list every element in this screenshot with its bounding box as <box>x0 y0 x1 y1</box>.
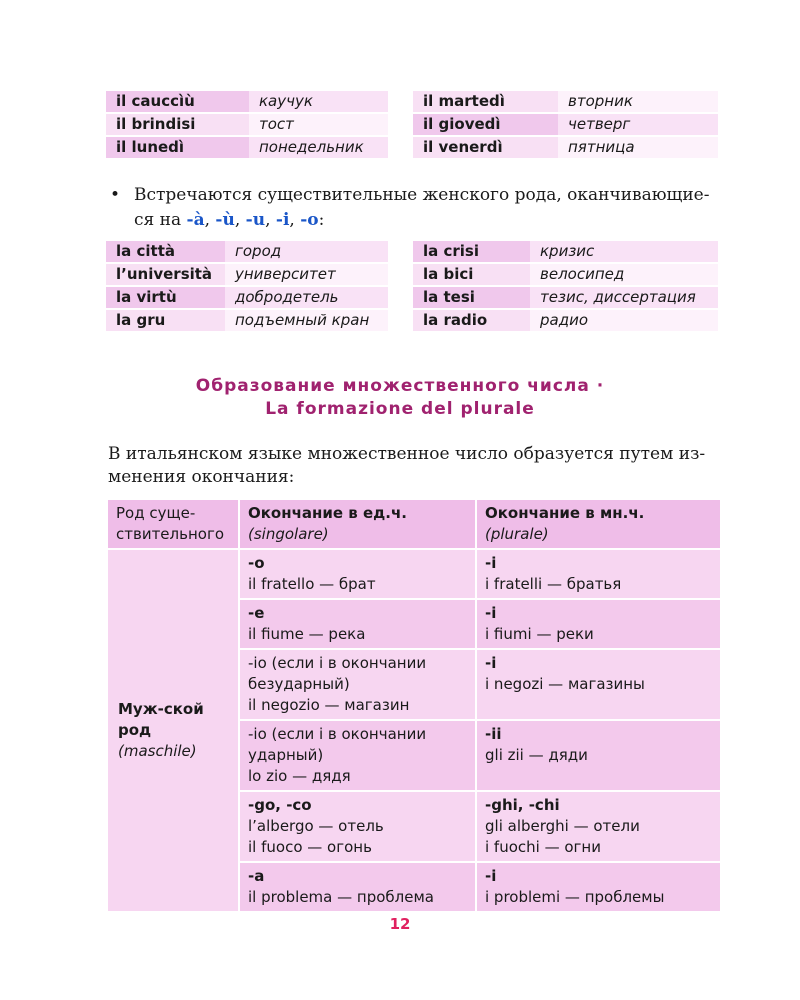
table-row <box>108 550 720 598</box>
singular-line: -io (если i в окончании <box>248 654 427 672</box>
vocab-word: il lunedì <box>106 137 249 158</box>
plural-line: i negozi — магазины <box>485 675 645 693</box>
vocab-row <box>413 287 718 308</box>
singular-line: l’albergo — отель <box>248 817 384 835</box>
vocab-word: il martedì <box>413 91 558 112</box>
vocab-word: il giovedì <box>413 114 558 135</box>
vocab-translation: университет <box>225 264 388 285</box>
singular-cell <box>240 600 475 648</box>
vocab-row <box>106 264 388 285</box>
gender-cell <box>108 550 238 911</box>
vocab-translation: понедельник <box>249 137 388 158</box>
vocab-word: il venerdì <box>413 137 558 158</box>
ending-u: -u <box>245 210 266 230</box>
singular-cell <box>240 863 475 911</box>
singular-line: il fratello — брат <box>248 575 376 593</box>
vocab-translation: пятница <box>558 137 718 158</box>
bullet-text-block <box>134 183 718 233</box>
singular-cell <box>240 792 475 861</box>
header-singular-title: Окончание в ед.ч. <box>248 504 407 522</box>
feminine-table-right <box>413 239 718 333</box>
feminine-nouns-note <box>110 183 718 233</box>
singular-line: il fuoco — огонь <box>248 838 372 856</box>
vocab-row <box>413 114 718 135</box>
vocab-translation: вторник <box>558 91 718 112</box>
singular-line: il fiume — река <box>248 625 366 643</box>
ending-u-accent: -ù <box>215 210 235 230</box>
bullet-text: Встречаются существительные женского рода, оканчивающие-ся на <box>134 185 710 230</box>
vocab-row <box>106 114 388 135</box>
separator: , <box>265 210 276 230</box>
vocab-word: la bici <box>413 264 530 285</box>
vocab-translation: радио <box>530 310 718 331</box>
plural-cell <box>477 863 720 911</box>
vocab-translation: каучук <box>249 91 388 112</box>
page-number: 12 <box>389 915 411 933</box>
singular-cell <box>240 550 475 598</box>
vocab-word: la radio <box>413 310 530 331</box>
singular-line: -go, -co <box>248 796 312 814</box>
plural-line: gli alberghi — отели <box>485 817 640 835</box>
plural-formation-table <box>106 498 722 913</box>
vocab-translation: город <box>225 241 388 262</box>
singular-cell <box>240 650 475 719</box>
separator: , <box>289 210 301 230</box>
plural-cell <box>477 600 720 648</box>
heading-italian: La formazione del plurale <box>265 399 535 419</box>
gender-title: Муж-ской род <box>118 700 204 739</box>
plural-line: gli zii — дяди <box>485 746 588 764</box>
heading-russian: Образование множественного числа · <box>195 376 605 396</box>
vocab-word: la città <box>106 241 225 262</box>
bullet-colon: : <box>318 210 325 230</box>
plural-cell <box>477 792 720 861</box>
plural-line: -ii <box>485 725 502 743</box>
bullet-marker: • <box>110 185 121 205</box>
plural-line: -i <box>485 867 497 885</box>
singular-cell <box>240 721 475 790</box>
plural-line: i fuochi — огни <box>485 838 601 856</box>
plural-line: i problemi — проблемы <box>485 888 665 906</box>
vocab-row <box>413 264 718 285</box>
singular-line: lo zio — дядя <box>248 767 351 785</box>
plural-line: -i <box>485 554 497 572</box>
intro-paragraph: В итальянском языке множественное число образуется путем из-менения окончания: <box>108 444 706 487</box>
vocab-row <box>106 137 388 158</box>
plural-cell <box>477 650 720 719</box>
singular-line: -o <box>248 554 265 572</box>
header-plural <box>477 500 720 548</box>
header-singular <box>240 500 475 548</box>
days-table-right <box>413 89 718 160</box>
vocab-row <box>106 241 388 262</box>
ending-a: -à <box>186 210 205 230</box>
vocab-translation: тезис, диссертация <box>530 287 718 308</box>
table-header-row <box>108 500 720 548</box>
vocab-word: la gru <box>106 310 225 331</box>
ending-i: -i <box>275 210 290 230</box>
vocab-translation: подъемный кран <box>225 310 388 331</box>
gender-sub: (maschile) <box>118 742 197 760</box>
plural-line: i fiumi — реки <box>485 625 594 643</box>
vocab-row <box>413 137 718 158</box>
vocab-translation: тост <box>249 114 388 135</box>
vocab-translation: добродетель <box>225 287 388 308</box>
separator: , <box>204 210 216 230</box>
plural-cell <box>477 550 720 598</box>
singular-line: -e <box>248 604 265 622</box>
singular-line: безударный) <box>248 675 350 693</box>
vocab-word: la virtù <box>106 287 225 308</box>
vocab-translation: велосипед <box>530 264 718 285</box>
vocab-translation: четверг <box>558 114 718 135</box>
ending-o: -o <box>300 210 319 230</box>
plural-line: i fratelli — братья <box>485 575 622 593</box>
vocab-translation: кризис <box>530 241 718 262</box>
vocab-row <box>413 310 718 331</box>
vocab-word: il cauccìù <box>106 91 249 112</box>
vocab-row <box>106 91 388 112</box>
vocab-word: la tesi <box>413 287 530 308</box>
plural-line: -i <box>485 604 497 622</box>
header-plural-sub: (plurale) <box>485 525 549 543</box>
singular-line: il problema — проблема <box>248 888 434 906</box>
header-singular-sub: (singolare) <box>248 525 329 543</box>
feminine-table-left <box>106 239 388 333</box>
vocab-word: il brindisi <box>106 114 249 135</box>
singular-line: -a <box>248 867 265 885</box>
singular-line: ударный) <box>248 746 324 764</box>
vocab-row <box>106 287 388 308</box>
section-heading <box>0 375 800 421</box>
singular-line: -io (если i в окончании <box>248 725 427 743</box>
vocab-row <box>106 310 388 331</box>
vocab-word: la crisi <box>413 241 530 262</box>
vocab-word: l’università <box>106 264 225 285</box>
header-gender: Род суще-ствительного <box>108 500 238 548</box>
plural-cell <box>477 721 720 790</box>
separator: , <box>234 210 246 230</box>
vocab-row <box>413 91 718 112</box>
plural-line: -ghi, -chi <box>485 796 560 814</box>
days-table-left <box>106 89 388 160</box>
singular-line: il negozio — магазин <box>248 696 410 714</box>
plural-line: -i <box>485 654 497 672</box>
vocab-row <box>413 241 718 262</box>
header-plural-title: Окончание в мн.ч. <box>485 504 645 522</box>
